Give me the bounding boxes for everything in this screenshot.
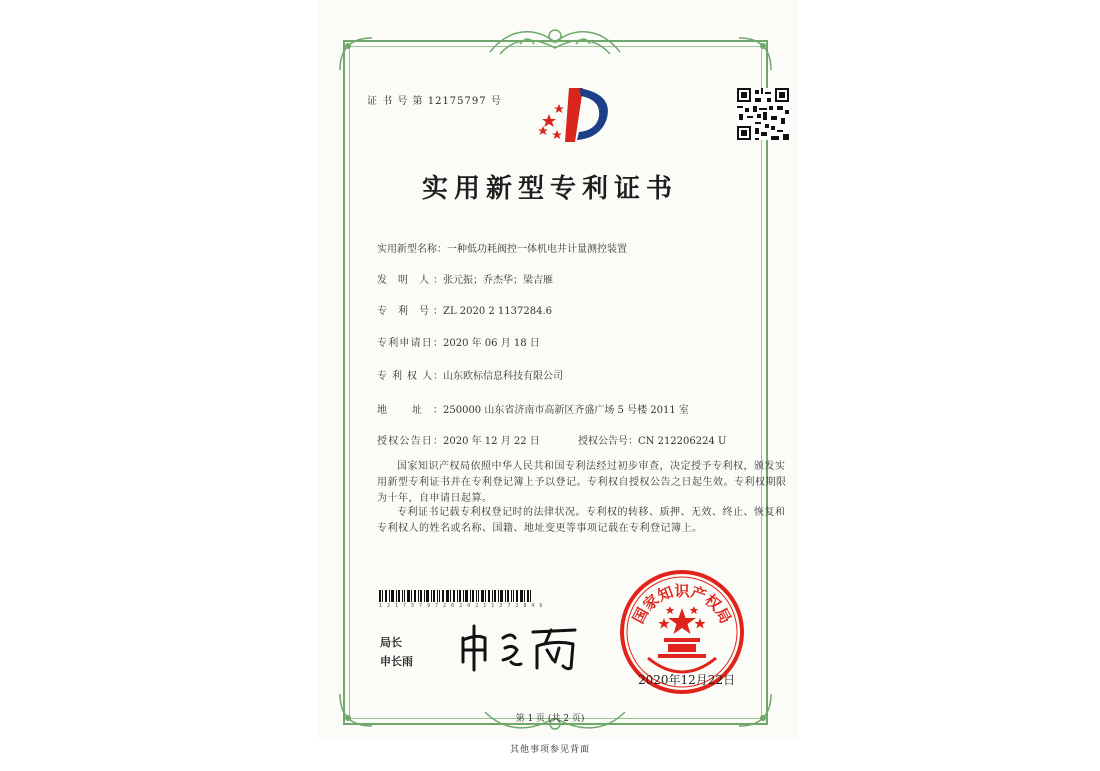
director-title: 局长 <box>380 636 402 649</box>
field-value: CN 212206224 U <box>638 436 727 447</box>
barcode-icon <box>379 590 531 602</box>
field-inventor <box>377 271 553 286</box>
field-utility-model-name <box>377 240 627 255</box>
field-label: 授权公告号： <box>578 436 638 447</box>
director-name: 申长雨 <box>380 655 413 668</box>
barcode-digits: 1 2 1 7 5 7 9 7 2 0 2 0 2 1 1 3 7 2 8 4 6 <box>379 603 544 609</box>
field-label: 地 址： <box>377 405 443 416</box>
field-value: 张元振；乔杰华；梁吉雁 <box>443 275 553 286</box>
field-patentee <box>377 367 563 382</box>
field-grant-date <box>377 432 540 447</box>
field-label: 专 利 号： <box>377 306 443 317</box>
cnipa-logo-icon <box>535 80 615 148</box>
statement-paragraph-2: 专利证书记载专利权登记时的法律状况。专利权的转移、质押、无效、终止、恢复和专利权人的姓名或名称、国籍、地址变更等事项记载在专利登记簿上。 <box>377 507 786 534</box>
seal-date: 2020年12月22日 <box>638 673 736 687</box>
certificate-number: 证 书 号 第 12175797 号 <box>367 96 502 107</box>
qr-code-icon <box>737 88 789 140</box>
footer-note: 其他事项参见背面 <box>509 745 590 755</box>
field-label: 专利申请日： <box>377 338 443 349</box>
field-value: ZL 2020 2 1137284.6 <box>443 306 553 317</box>
seal-text: 国家知识产权局 <box>629 582 735 627</box>
corner-ornament-tr <box>735 34 775 74</box>
field-label: 发 明 人： <box>377 275 443 286</box>
field-address <box>377 401 689 416</box>
corner-ornament-bl <box>336 690 376 730</box>
statement-paragraph-1: 国家知识产权局依照中华人民共和国专利法经过初步审查，决定授予专利权，颁发实用新型专利证书并在专利登记簿上予以登记。专利权自授权公告之日起生效。专利权期限为十年，自申请日起算。 <box>377 461 787 504</box>
field-filing-date <box>377 334 540 349</box>
director-signature <box>455 618 585 674</box>
field-value: 250000 山东省济南市高新区齐盛广场 5 号楼 2011 室 <box>443 405 689 416</box>
corner-ornament-br <box>735 690 775 730</box>
top-ornament <box>480 22 630 62</box>
field-value: 2020 年 06 月 18 日 <box>443 338 540 349</box>
page-number: 第 1 页 (共 2 页) <box>515 714 585 724</box>
field-value: 山东欧标信息科技有限公司 <box>443 371 563 382</box>
field-patent-number <box>377 302 552 317</box>
corner-ornament-tl <box>336 34 376 74</box>
field-value: 一种低功耗阀控一体机电井计量测控装置 <box>447 244 627 255</box>
field-label: 授权公告日： <box>377 436 443 447</box>
field-grant-number <box>578 432 726 447</box>
field-label: 专 利 权 人： <box>377 371 443 382</box>
field-label: 实用新型名称： <box>377 244 447 255</box>
field-value: 2020 年 12 月 22 日 <box>443 436 540 447</box>
certificate-title: 实用新型专利证书 <box>421 174 678 204</box>
